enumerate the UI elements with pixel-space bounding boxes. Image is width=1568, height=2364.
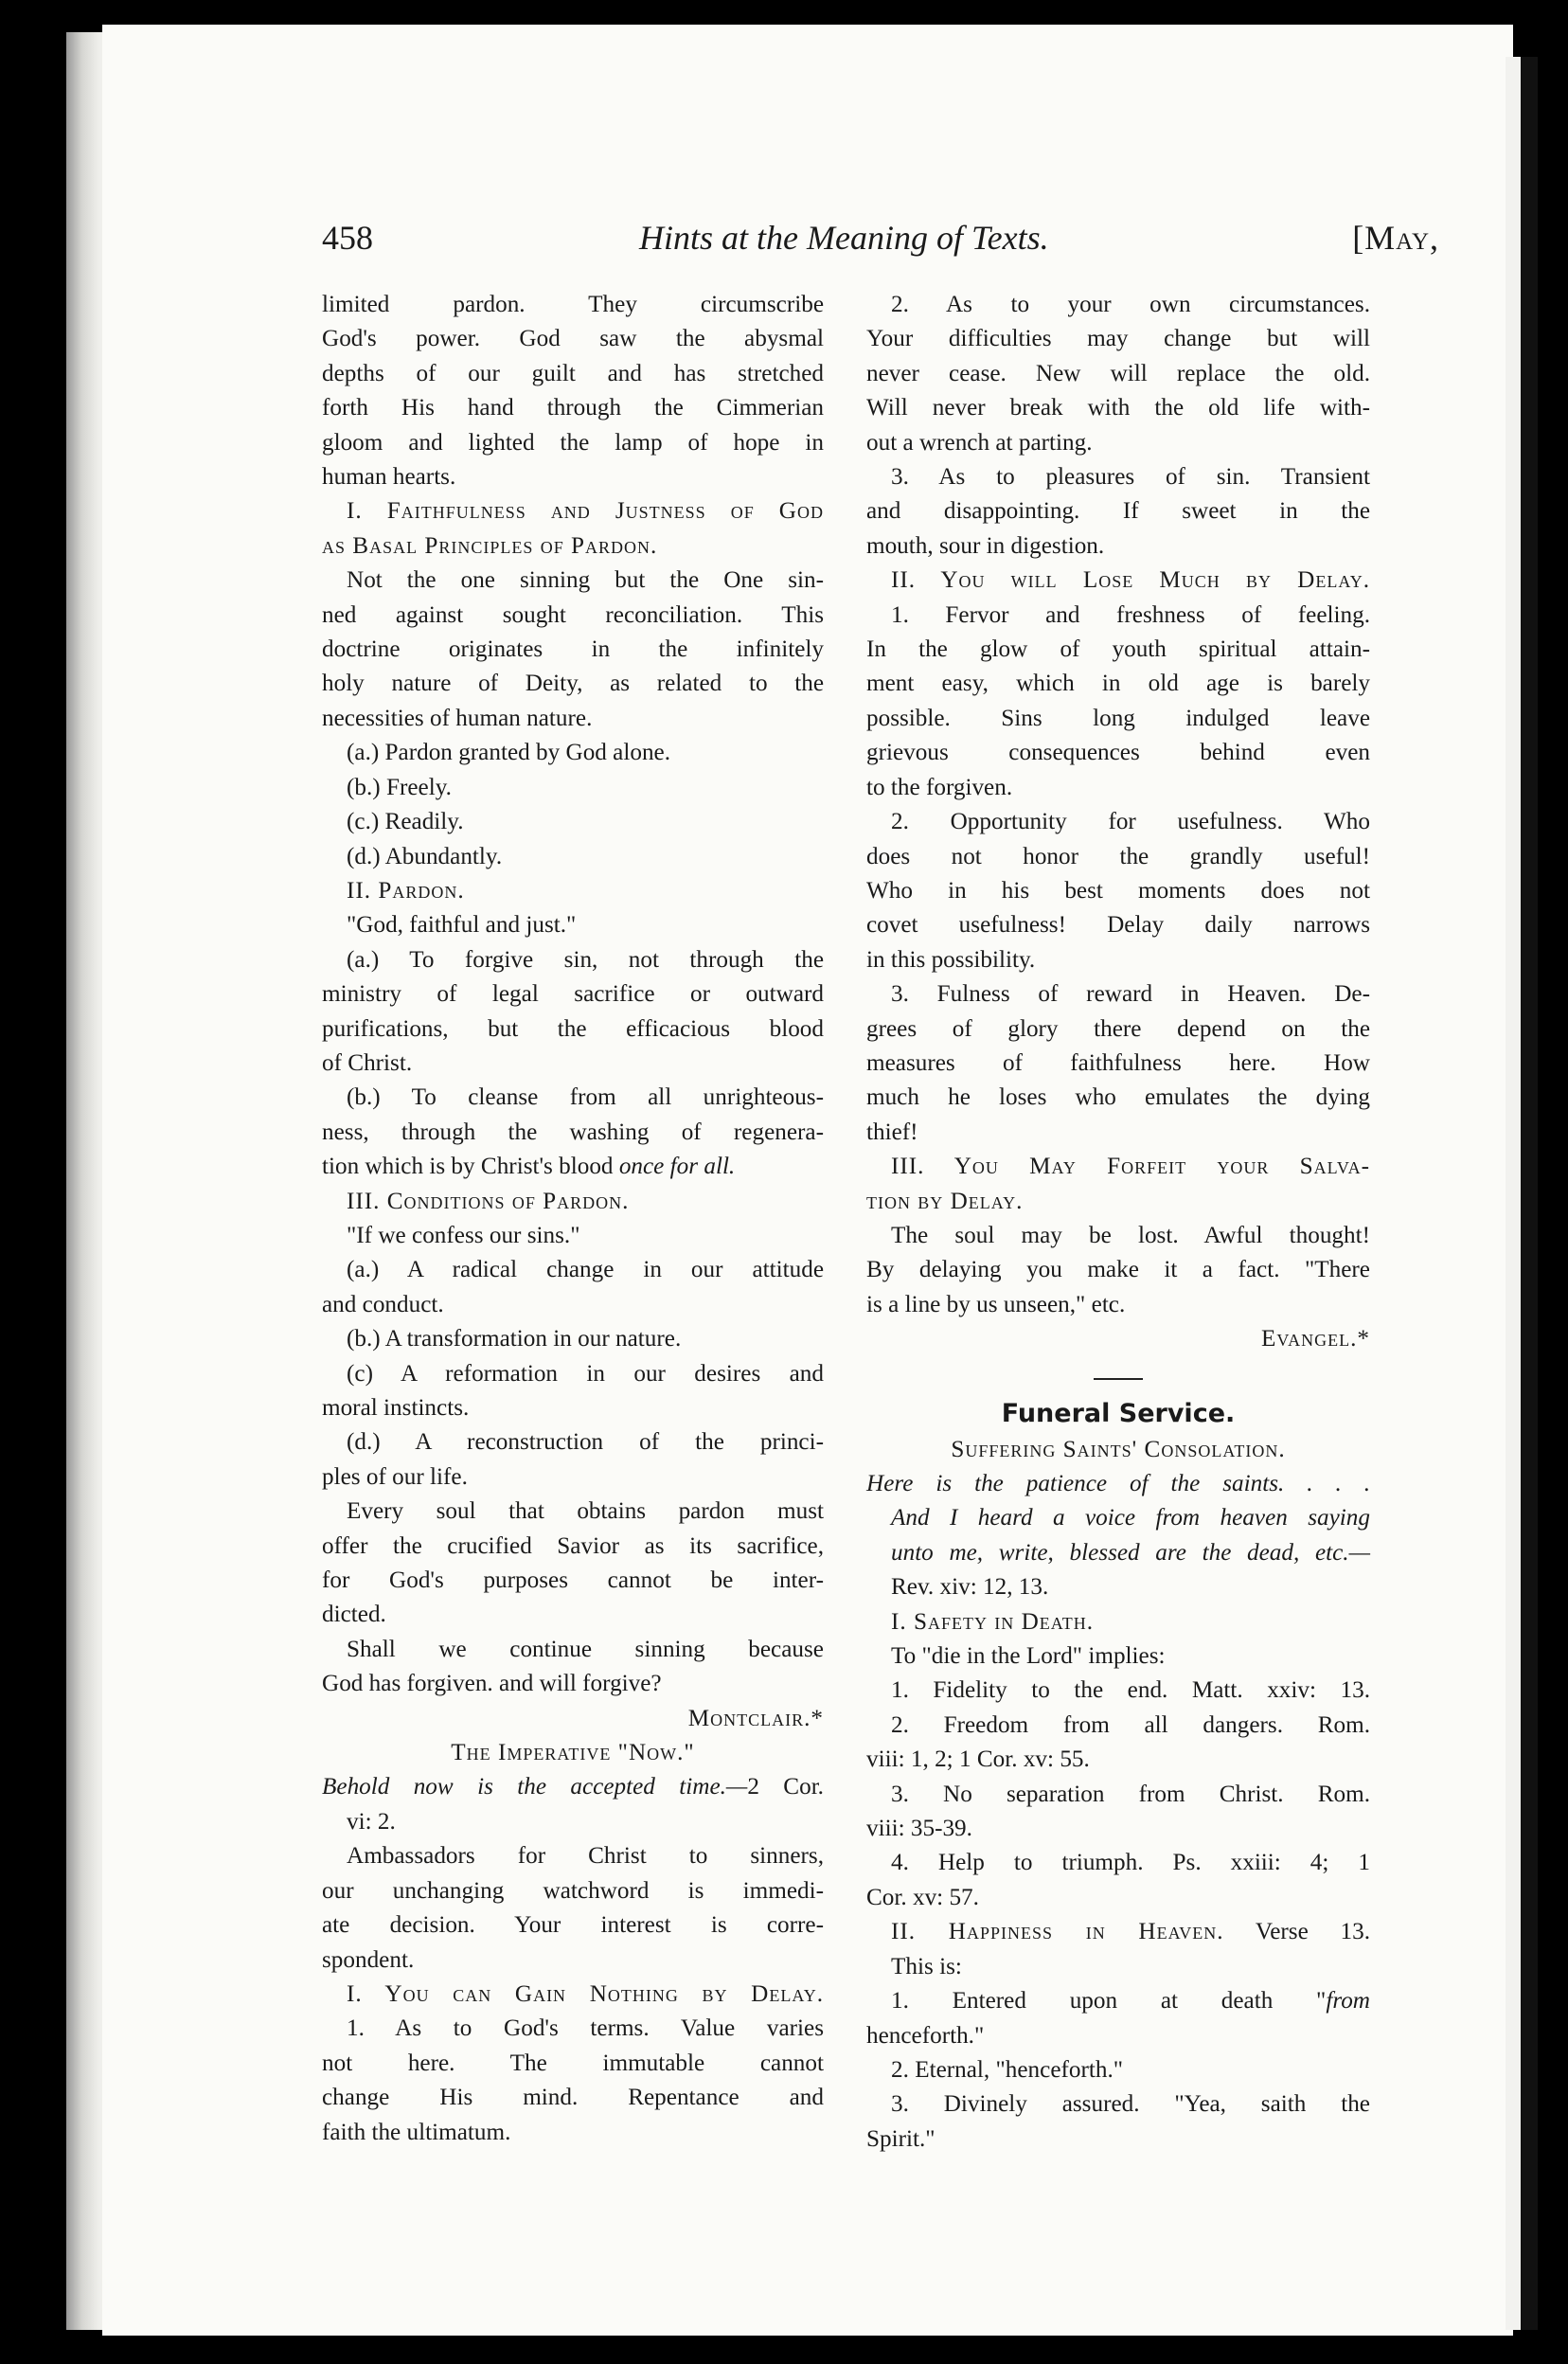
section-title: Funeral Service. [1001,1398,1236,1428]
text-line: for God's purposes cannot be inter- [322,1567,824,1594]
text-line: In the glow of youth spiritual attain- [866,636,1370,663]
section-heading: II. Happiness in Heaven. [891,1919,1224,1945]
text-line: vi: 2. [347,1808,396,1835]
scripture-quote: unto me, write, blessed are the dead, etc.— [891,1539,1370,1566]
text-line: purifications, but the efficacious blood [322,1015,824,1042]
gutter-shadow [1521,57,1538,2330]
text-line: spondent. [322,1946,415,1973]
text-line: Your difficulties may change but will [866,326,1370,352]
text-line: offer the crucified Savior as its sacrifice, [322,1532,824,1559]
text-line: depths of our guilt and has stretched [322,360,824,386]
section-heading: I. Safety in Death. [891,1608,1095,1635]
text-line: to the forgiven. [866,774,1013,800]
text-span: tion which is by Christ's blood [322,1154,619,1180]
section-heading: II. Pardon. [347,877,465,904]
text-line [866,1984,1370,2018]
text-line: our unchanging watchword is immedi- [322,1877,824,1904]
text-line: Not the one sinning but the One sin- [347,567,824,594]
section-heading: II. You will Lose Much by Delay. [891,567,1370,594]
text-line: (d.) A reconstruction of the princi- [347,1429,824,1456]
scripture-ref: 2 Cor. [747,1774,824,1800]
text-line: "God, faithful and just." [347,912,577,939]
text-line [322,1770,824,1804]
text-line [866,1915,1370,1949]
text-line: necessities of human nature. [322,705,593,731]
text-line: God has forgiven. and will forgive? [322,1671,662,1697]
emphasis: from [1326,1988,1370,2015]
text-line: 2. Eternal, "henceforth." [891,2056,1124,2083]
text-line: human hearts. [322,464,456,491]
subsection-title: Suffering Saints' Consolation. [951,1436,1286,1462]
text-line: Shall we continue sinning because [347,1636,824,1662]
text-line: 2. Freedom from all dangers. Rom. [891,1711,1370,1738]
text-line: Will never break with the old life with- [866,395,1370,421]
left-column [322,288,824,2150]
text-line: (b.) To cleanse from all unrighteous- [347,1084,824,1111]
text-line: 1. As to God's terms. Value varies [347,2015,824,2042]
text-line: dicted. [322,1602,386,1628]
section-heading: I. You can Gain Nothing by Delay. [347,1980,824,2007]
page-number: 458 [322,219,373,257]
text-line: of Christ. [322,1049,413,1076]
text-line: grees of glory there depend on the [866,1015,1370,1042]
signature: Montclair.* [687,1705,824,1731]
text-line: Who in his best moments does not [866,877,1370,904]
text-line: 4. Help to triumph. Ps. xxiii: 4; 1 [891,1850,1370,1876]
text-line: measures of faithfulness here. How [866,1049,1370,1076]
text-line: (a.) To forgive sin, not through the [347,946,824,973]
text-line: change His mind. Repentance and [322,2085,824,2111]
section-heading: III. Conditions of Pardon. [347,1188,630,1214]
text-line: ned against sought reconciliation. This [322,601,824,628]
list-item: (a.) Pardon granted by God alone. [347,740,671,766]
text-line: grievous consequences behind even [866,740,1370,766]
text-line: "If we confess our sins." [347,1222,580,1248]
text-line: covet usefulness! Delay daily narrows [866,912,1370,939]
text-line: Every soul that obtains pardon must [347,1498,824,1525]
text-line: and conduct. [322,1291,444,1317]
text-line: God's power. God saw the abysmal [322,326,824,352]
section-divider [1094,1378,1143,1380]
text-line: out a wrench at parting. [866,429,1093,456]
text-line: henceforth." [866,2022,985,2049]
section-heading: tion by Delay. [866,1188,1024,1214]
signature: Evangel.* [1261,1326,1370,1352]
list-item: (c.) Readily. [347,809,464,835]
text-line: limited pardon. They circumscribe [322,292,824,317]
text-line: (c) A reformation in our desires and [347,1360,824,1387]
emphasis: once for all. [618,1154,736,1180]
section-heading: III. You May Forfeit your Salva- [891,1154,1370,1180]
list-item: (b.) Freely. [347,774,452,800]
text-line: 3. No separation from Christ. Rom. [891,1781,1370,1807]
text-line: thief! [866,1119,918,1145]
text-line: is a line by us unseen," etc. [866,1291,1126,1317]
running-title: Hints at the Meaning of Texts. [639,219,1049,257]
text-line: By delaying you make it a fact. "There [866,1257,1370,1283]
text-line: (b.) A transformation in our nature. [347,1326,682,1352]
text-line: 1. Fervor and freshness of feeling. [891,601,1370,628]
text-line: holy nature of Deity, as related to the [322,671,824,697]
section-heading: I. Faithfulness and Justness of God [347,498,824,525]
scripture-quote: And I heard a voice from heaven saying [891,1505,1370,1531]
text-line: 1. Fidelity to the end. Matt. xxiv: 13. [891,1677,1370,1704]
scripture-quote: Here is the patience of the saints. . . . [866,1471,1370,1496]
scripture-ref: Rev. xiv: 12, 13. [891,1574,1049,1601]
text-line: This is: [891,1953,962,1979]
text-line: To "die in the Lord" implies: [891,1643,1166,1670]
text-line: viii: 35-39. [866,1816,972,1842]
text-line: in this possibility. [866,946,1036,973]
text-line: not here. The immutable cannot [322,2050,824,2076]
text-line: gloom and lighted the lamp of hope in [322,429,824,456]
text-line: 2. Opportunity for usefulness. Who [891,809,1370,835]
text-line: never cease. New will replace the old. [866,360,1370,386]
text-line: forth His hand through the Cimmerian [322,395,824,421]
text-line: does not honor the grandly useful! [866,843,1370,869]
section-title: The Imperative "Now." [451,1740,695,1766]
list-item: (d.) Abundantly. [347,843,503,869]
text-line: 3. As to pleasures of sin. Transient [891,464,1370,491]
text-line: ment easy, which in old age is barely [866,671,1370,697]
text-line: moral instincts. [322,1395,470,1421]
text-line: Spirit." [866,2125,935,2152]
section-heading: as Basal Principles of Pardon. [322,532,658,559]
text-span: 1. Entered upon at death " [891,1988,1327,2015]
right-column [866,288,1370,2157]
text-line: ness, through the washing of regenera- [322,1119,824,1145]
text-line: mouth, sour in digestion. [866,532,1105,559]
scripture-quote: Behold now is the accepted time.— [322,1774,748,1800]
page-header [322,218,1439,275]
text-line: viii: 1, 2; 1 Cor. xv: 55. [866,1746,1090,1773]
text-line: ministry of legal sacrifice or outward [322,981,824,1008]
text-line: doctrine originates in the infinitely [322,636,824,663]
verse-ref: Verse 13. [1255,1919,1370,1945]
text-line: (a.) A radical change in our attitude [347,1257,824,1283]
text-line: faith the ultimatum. [322,2119,511,2145]
text-line [322,1150,824,1184]
text-line: Cor. xv: 57. [866,1884,979,1910]
running-month: [May, [1352,219,1439,257]
text-line: and disappointing. If sweet in the [866,498,1370,525]
text-line: much he loses who emulates the dying [866,1084,1370,1111]
text-line: possible. Sins long indulged leave [866,705,1370,731]
text-line: Ambassadors for Christ to sinners, [347,1843,824,1870]
text-line: 3. Fulness of reward in Heaven. De- [891,981,1370,1008]
text-line: ples of our life. [322,1463,468,1490]
text-line: 3. Divinely assured. "Yea, saith the [891,2091,1370,2118]
text-line: ate decision. Your interest is corre- [322,1912,824,1939]
text-line: The soul may be lost. Awful thought! [891,1222,1370,1248]
text-line: 2. As to your own circumstances. [891,292,1370,317]
